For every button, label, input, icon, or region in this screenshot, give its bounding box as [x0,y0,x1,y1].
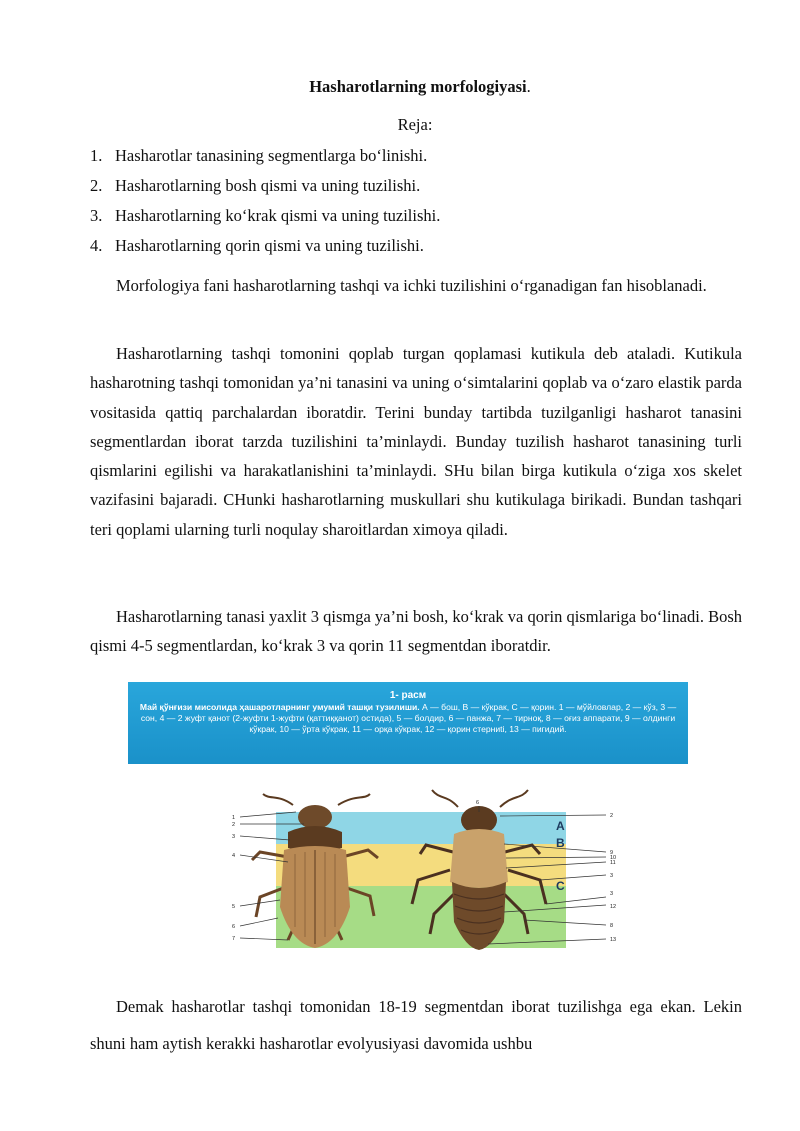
plan-item [90,206,440,236]
region-label-abdomen: C [556,879,565,893]
left-label: 5 [232,904,236,910]
region-label-head: A [556,819,565,833]
right-label: 3 [610,891,614,897]
paragraph-segments: Demak hasharotlar tashqi tomonidan 18-19 segmentdan iborat tuzilishga ega ekan. Lekin shuni ham aytish kerakki hasharotlar evolyusiyasi davomida ushbu [90,997,742,1053]
plan-item-number: 2. [90,176,103,195]
right-label: 9 [610,850,614,856]
right-label: 12 [610,904,617,910]
title-text: Hasharotlarning morfologiyasi [309,77,527,96]
plan-list [90,146,440,266]
plan-item [90,146,440,176]
plan-item [90,176,440,206]
right-label: 13 [610,937,617,943]
plan-item-text: Hasharotlar tanasining segmentlarga bo‘linishi. [115,146,428,165]
right-label: 10 [610,855,617,861]
plan-item-text: Hasharotlarning ko‘krak qismi va uning tuzilishi. [115,206,441,225]
right-label: 11 [610,860,616,866]
figure-caption-legend: А — бош, В — кўкрак, С — қорин. 1 — мўйловлар, 2 — кўз, 3 — сон, 4 — 2 жуфт қанот (2-жуфти 1-жуфти (қаттиққанот) остида), 5 — болдир, 6 — панжа, 7 — тирноқ, 8 — оғиз аппарати, 9 — олдинги кўкрак, 10 — ўрта кўкрак, 11 — орқа кўкрак, 12 — қорин стерниti, 13 — пигидий. [140,702,677,735]
right-label: 3 [610,873,614,879]
beetle-illustration [128,682,688,958]
left-label: 4 [232,853,236,859]
top-label: 6 [476,800,480,806]
left-label: 2 [232,822,236,828]
plan-item-text: Hasharotlarning qorin qismi va uning tuzilishi. [115,236,424,255]
left-label: 1 [232,815,236,821]
left-label: 3 [232,834,236,840]
plan-item-text: Hasharotlarning bosh qismi va uning tuzilishi. [115,176,421,195]
figure-caption-title: Май қўнғизи мисолида ҳашаротларнинг умумий ташқи тузилиши. [139,702,420,712]
figure-number: 1- расм [389,690,427,701]
plan-heading: Reja: [397,115,433,134]
left-label: 6 [232,924,236,930]
figure-beetle [128,682,688,958]
plan-item-number: 1. [90,146,103,165]
paragraph-body-parts: Hasharotlarning tanasi yaxlit 3 qismga ya’ni bosh, ko‘krak va qorin qismlariga bo‘linadi. Bosh qismi 4-5 segmentlardan, ko‘krak 3 va qorin 11 segmentdan iboratdir. [90,607,742,656]
paragraph-morphology: Morfologiya fani hasharotlarning tashqi va ichki tuzilishini o‘rganadigan fan hisoblanadi. [116,276,707,295]
plan-item [90,236,440,266]
plan-item-number: 4. [90,236,103,255]
region-label-thorax: B [556,836,565,850]
paragraph-cuticle: Hasharotlarning tashqi tomonini qoplab turgan qoplamasi kutikula deb ataladi. Kutikula hasharotning tashqi tomonidan ya’ni tanasini va uning o‘simtalarini qoplab va o‘zaro elastik parda vositasida qattiq parchalardan iboratdir. Terini bunday tartibda tuzilganligi hasharot tanasini segmentlardan iborat tarzda tuzilishini ta’minlaydi. Bunday tuzilish hasharot tanasining turli qismlarini egilishi va harakatlanishini ta’minlaydi. SHu bilan birga kutikula o‘ziga xos skelet vazifasini bajaradi. CHunki hasharotlarning muskullari shu kutikulaga birikadi. Bundan tashqari teri qoplami ularning turli noqulay sharoitlardan ximoya qiladi. [90,344,742,539]
left-label: 7 [232,936,236,942]
page-title [0,77,800,97]
plan-item-number: 3. [90,206,103,225]
right-label: 2 [610,813,614,819]
title-dot: . [526,77,531,96]
right-label: 8 [610,923,614,929]
